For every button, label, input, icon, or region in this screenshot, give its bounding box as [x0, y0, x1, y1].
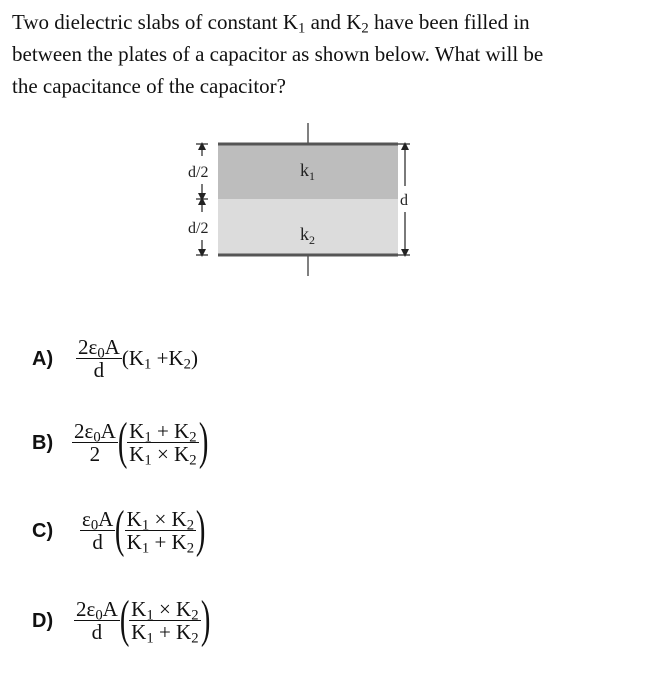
option-a-sum: $(K_1 +K_2)$	[121, 346, 198, 373]
question-line-1: Two dielectric slabs of constant $K_1$ and $K_2$ have been filled in	[12, 10, 530, 37]
bottom-half-label: d/2	[188, 220, 209, 237]
option-d-letter[interactable]: D)	[32, 610, 54, 632]
option-c-letter[interactable]: C)	[32, 520, 54, 542]
total-label: d	[400, 192, 408, 209]
option-c-formula[interactable]: $\frac{\varepsilon_0A}{d}$ ( $\frac{K_1 \times K_2}{K_1 + K_2}$ )	[82, 501, 206, 558]
slab-k1-label: $k_1$	[300, 160, 315, 183]
option-d-prefactor: $\frac{2\varepsilon_0A}{d}$	[76, 596, 118, 644]
question-text	[12, 6, 652, 102]
option-c-ratio: $\frac{K_1 \times K_2}{K_1 + K_2}$	[126, 506, 195, 557]
option-b-ratio: $\frac{K_1 + K_2}{K_1 \times K_2}$	[129, 418, 197, 469]
option-c-prefactor: $\frac{\varepsilon_0A}{d}$	[82, 506, 114, 554]
question-line-3: the capacitance of the capacitor?	[12, 74, 286, 98]
option-a-letter[interactable]: A)	[32, 348, 54, 370]
capacitor-diagram	[180, 118, 430, 288]
option-b-letter[interactable]: B)	[32, 432, 54, 454]
option-a-fraction: $\frac{2\varepsilon_0A}{d}$	[78, 335, 120, 382]
option-a-formula[interactable]	[76, 336, 198, 381]
option-b-prefactor: $\frac{2\varepsilon_0A}{2}$	[74, 418, 116, 466]
option-d-ratio: $\frac{K_1 \times K_2}{K_1 + K_2}$	[131, 596, 199, 647]
option-b-formula[interactable]: $\frac{2\varepsilon_0A}{2}$ ( $\frac{K_1 + K_2}{K_1 \times K_2}$ )	[74, 413, 208, 470]
top-half-label: d/2	[188, 164, 209, 181]
slab-k2-label: $k_2$	[300, 224, 315, 247]
question-line-2: between the plates of a capacitor as shown below. What will be	[12, 42, 544, 66]
option-d-formula[interactable]: $\frac{2\varepsilon_0A}{d}$ ( $\frac{K_1 \times K_2}{K_1 + K_2}$ )	[76, 591, 210, 648]
